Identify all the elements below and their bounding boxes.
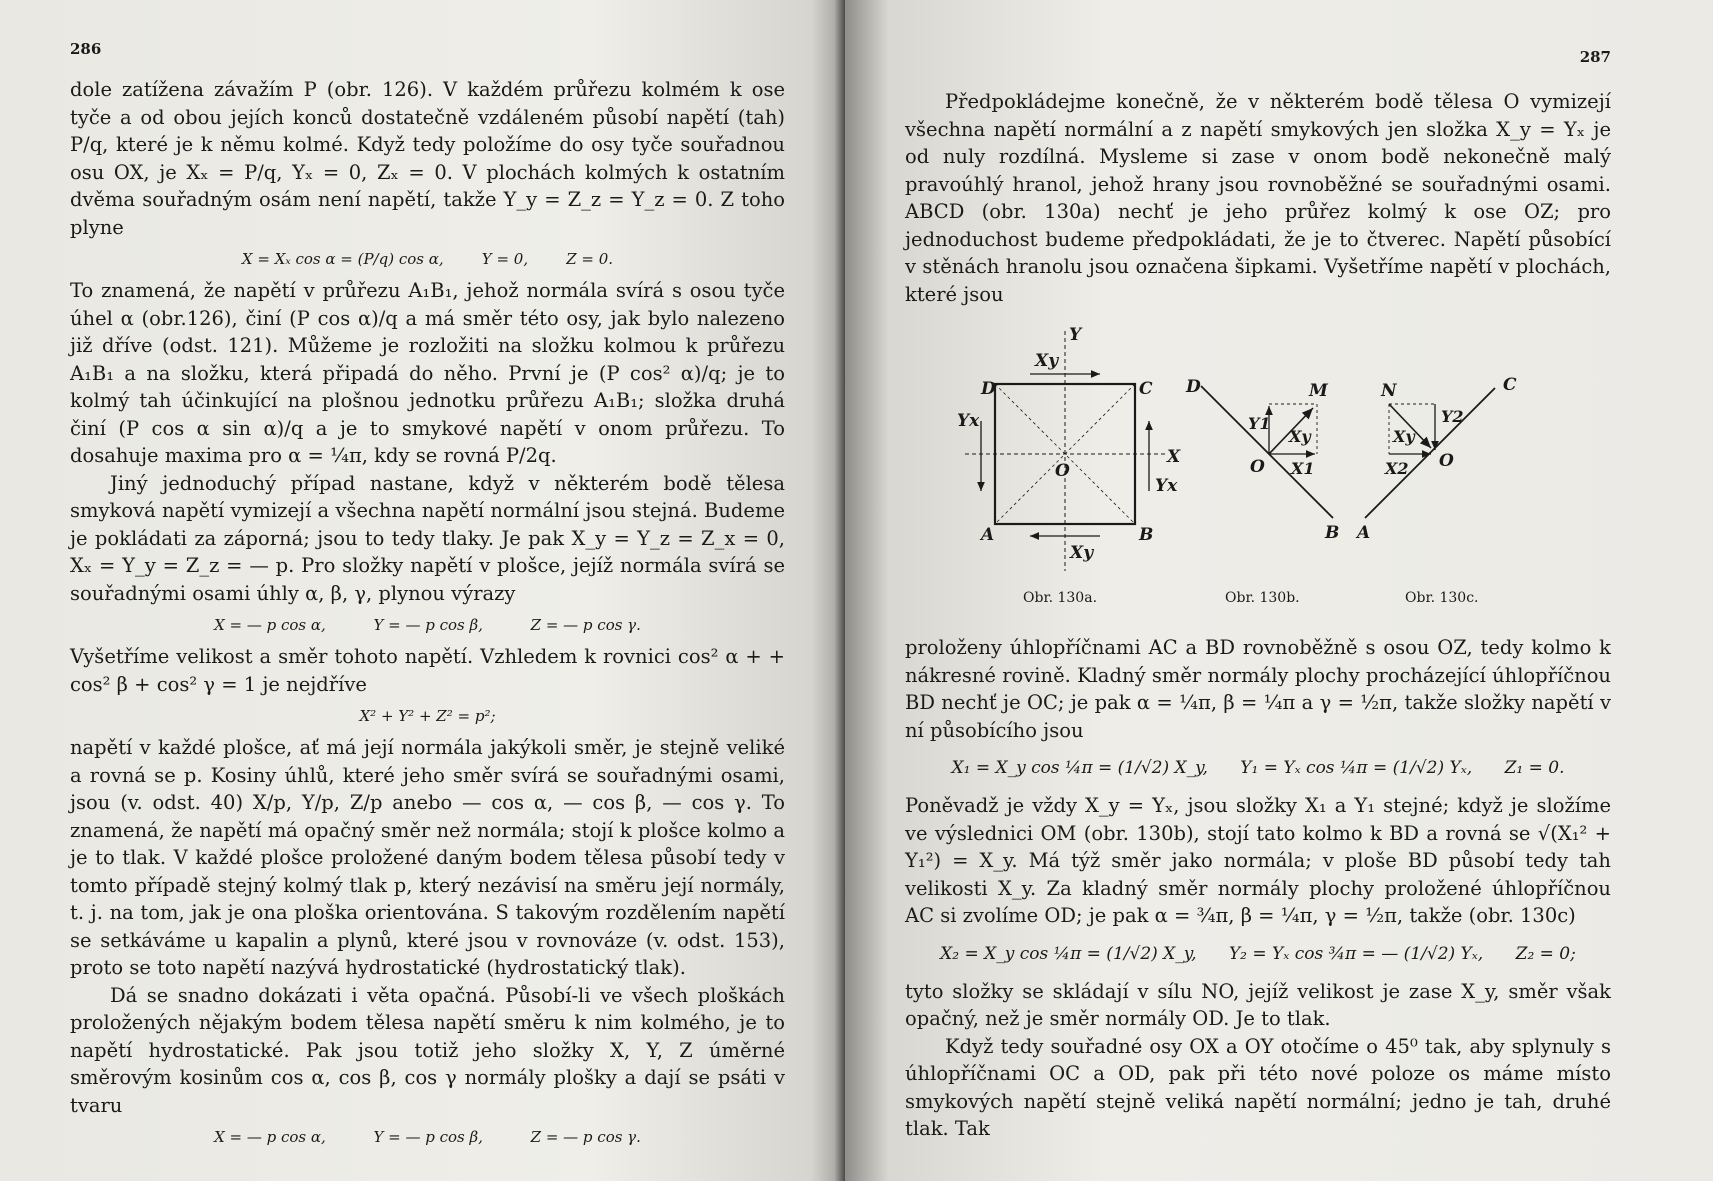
caption-130b: Obr. 130b. — [1225, 590, 1300, 606]
label-fig-b-0: D — [1186, 377, 1201, 397]
label-fig-c-3: Xy — [1393, 427, 1415, 446]
left-page — [0, 0, 845, 1181]
left-text — [70, 76, 785, 1153]
label-fig-b-5: O — [1250, 457, 1265, 477]
label-fig-c-5: O — [1439, 451, 1454, 471]
right-paragraph-4: tyto složky se skládají v sílu NO, jejíž velikost je zase X_y, směr však opačný, než je směr normály OD. Je to tlak. — [905, 979, 1611, 1030]
figure-130a — [957, 326, 1181, 606]
left-equation-1: X = Xₓ cos α = (P/q) cos α, Y = 0, Z = 0. — [241, 250, 614, 268]
label-fig-a-corner-2: A — [981, 525, 995, 545]
right-equation-2: X₂ = X_y cos ¼π = (1/√2) X_y, Y₂ = Yₓ cos ¾π = — (1/√2) Yₓ, Z₂ = 0; — [940, 943, 1576, 964]
label-fig-b-1: M — [1309, 381, 1328, 401]
right-paragraph-5: Když tedy souřadné osy OX a OY otočíme o 45⁰ tak, aby splynuly s úhlopříčnami OC a OD, pak při této nové poloze os máme místo smykových napětí stejně veliká napětí normální; jedno je tah, druhé tlak. Tak — [905, 1034, 1611, 1140]
label-fig-a-force-left: Yx — [957, 411, 980, 431]
figure-130-svg — [905, 326, 1611, 626]
left-paragraph-3: Jiný jednoduchý případ nastane, když v některém bodě tělesa smyková napětí vymizejí a všechna napětí normální jsou stejná. Budeme je pokládati za záporná; jsou to tedy tlaky. Je pak X_y = Y_z = Z_x = 0, Xₓ = Y_y = Z_z = — p. Pro složky napětí v plošce, jejíž normála svírá se souřadnými osami úhly α, β, γ, plynou výrazy — [70, 471, 785, 605]
left-equation-4: X = — p cos α, Y = — p cos β, Z = — p cos γ. — [214, 1128, 641, 1146]
right-paragraph-1: Předpokládejme konečně, že v některém bodě tělesa O vymizejí všechna napětí normální a z napětí smykových jen složka X_y = Yₓ je od nuly rozdílná. Mysleme si zase v onom bodě nekonečně malý pravoúhlý hranol, jehož hrany jsou rovnoběžné se souřadnými osami. ABCD (obr. 130a) nechť je jeho průřez kolmý k ose OZ; pro jednoduchost budeme předpokládati, že je to čtverec. Napětí působící v stěnách hranolu jsou označena šipkami. Vyšetříme napětí v plochách, které jsou — [905, 90, 1611, 306]
right-paragraph-2: proloženy úhlopříčnami AC a BD rovnoběžně s osou OZ, tedy kolmo k nákresné rovině. Kladný směr normály plochy procházející úhlopříčnou BD nechť je OC; je pak α = ¼π, β = ¼π a γ = ½π, takže složky napětí v ní působícího jsou — [905, 636, 1611, 742]
page-number-left: 286 — [70, 40, 102, 58]
label-fig-c-2: Y2 — [1441, 407, 1464, 426]
label-fig-a-force-top: Xy — [1035, 351, 1059, 371]
left-equation-3: X² + Y² + Z² = p²; — [359, 707, 496, 725]
page-number-right: 287 — [1579, 48, 1611, 66]
left-paragraph-2: To znamená, že napětí v průřezu A₁B₁, jehož normála svírá s osou tyče úhel α (obr.126), činí (P cos α)/q a má směr této osy, jak bylo nalezeno již dříve (odst. 121). Můžeme je rozložiti na složku kolmou k průřezu A₁B₁ a na složku, která připadá do něho. První je (P cos² α)/q; je to kolmý tah účinkující na plošnou jednotku průřezu A₁B₁; složka druhá činí (P cos α sin α)/q a je to smykové napětí v onom průřezu. To dosahuje maxima pro α = ¼π, kdy se rovná P/2q. — [70, 279, 785, 467]
left-equation-2: X = — p cos α, Y = — p cos β, Z = — p cos γ. — [214, 616, 641, 634]
label-fig-a-force-bottom: Xy — [1070, 543, 1094, 563]
caption-130a: Obr. 130a. — [1023, 590, 1098, 606]
left-paragraph-6: Dá se snadno dokázati i věta opačná. Působí-li ve všech ploškách proložených nějakým bodem tělesa napětí směru k nim kolmého, je to napětí hydrostatické. Pak jsou totiž jeho složky X, Y, Z úměrné směrovým kosinům cos α, cos β, cos γ normály plošky a dají se psáti v tvaru — [70, 983, 785, 1117]
label-fig-b-6: B — [1325, 523, 1340, 543]
label-fig-a-corner-0: D — [981, 379, 996, 399]
label-fig-a-force-right: Yx — [1155, 476, 1178, 496]
label-fig-b-4: X1 — [1291, 459, 1315, 478]
line-db — [1201, 386, 1333, 518]
caption-130c: Obr. 130c. — [1405, 590, 1479, 606]
label-fig-a-center: O — [1055, 461, 1070, 481]
label-fig-c-1: C — [1503, 375, 1517, 395]
right-page — [845, 0, 1713, 1181]
right-paragraph-3: Poněvadž je vždy X_y = Yₓ, jsou složky X₁ a Y₁ stejné; když je složíme ve výslednici OM (obr. 130b), stojí tato kolmo k BD a rovná se √(X₁² + Y₁²) = X_y. Má týž směr jako normála; v ploše BD působí tedy tah velikosti X_y. Za kladný směr normály plochy proložené úhlopříčnou AC si zvolíme OD; je pak α = ¾π, β = ¼π, γ = ½π, takže (obr. 130c) — [905, 794, 1611, 927]
label-fig-a-axis-x: X — [1167, 447, 1181, 467]
figure-130b — [1185, 377, 1339, 606]
label-fig-b-2: Y1 — [1248, 414, 1271, 433]
figure-130 — [905, 326, 1611, 626]
left-paragraph-4: Vyšetříme velikost a směr tohoto napětí. Vzhledem k rovnici cos² α + + cos² β + cos² γ = 1 je nejdříve — [70, 645, 785, 696]
left-paragraph-1: dole zatížena závažím P (obr. 126). V každém průřezu kolmém k ose tyče a od obou jejích konců dostatečně vzdáleném působí napětí (tah) P/q, které je k němu kolmé. Když tedy položíme do osy tyče souřadnou osu OX, je Xₓ = P/q, Yₓ = 0, Zₓ = 0. V plochách kolmých k ostatním dvěma souřadným osám není napětí, takže Y_y = Z_z = Y_z = 0. Z toho plyne — [70, 78, 785, 239]
label-fig-b-3: Xy — [1289, 427, 1311, 446]
label-fig-c-4: X2 — [1385, 459, 1409, 478]
line-ca — [1365, 388, 1495, 518]
figure-130c — [1355, 375, 1517, 606]
right-text — [905, 88, 1611, 1143]
label-fig-a-corner-3: B — [1139, 525, 1154, 545]
left-paragraph-5: napětí v každé plošce, ať má její normála jakýkoli směr, je stejně veliké a rovná se p. Kosiny úhlů, které jeho směr svírá se souřadnými osami, jsou (v. odst. 40) X/p, Y/p, Z/p anebo — cos α, — cos β, — cos γ. To znamená, že napětí má opačný směr než normála; stojí k plošce kolmo a je to tlak. V každé plošce proložené daným bodem tělesa působí tedy v tomto případě stejný kolmý tlak p, který nezávisí na směru její normály, t. j. na tom, jak je ona ploška orientována. S takovým rozdělením napětí se setkáváme u kapalin a plynů, které jsou v rovnováze (v. odst. 153), proto se toto napětí nazývá hydrostatické (hydrostatický tlak). — [70, 736, 785, 979]
label-fig-a-corner-1: C — [1139, 379, 1153, 399]
right-equation-1: X₁ = X_y cos ¼π = (1/√2) X_y, Y₁ = Yₓ cos ¼π = (1/√2) Yₓ, Z₁ = 0. — [951, 758, 1565, 778]
label-fig-c-0: N — [1381, 381, 1397, 401]
label-fig-a-axis-y: Y — [1069, 326, 1082, 345]
label-fig-c-6: A — [1357, 523, 1371, 543]
